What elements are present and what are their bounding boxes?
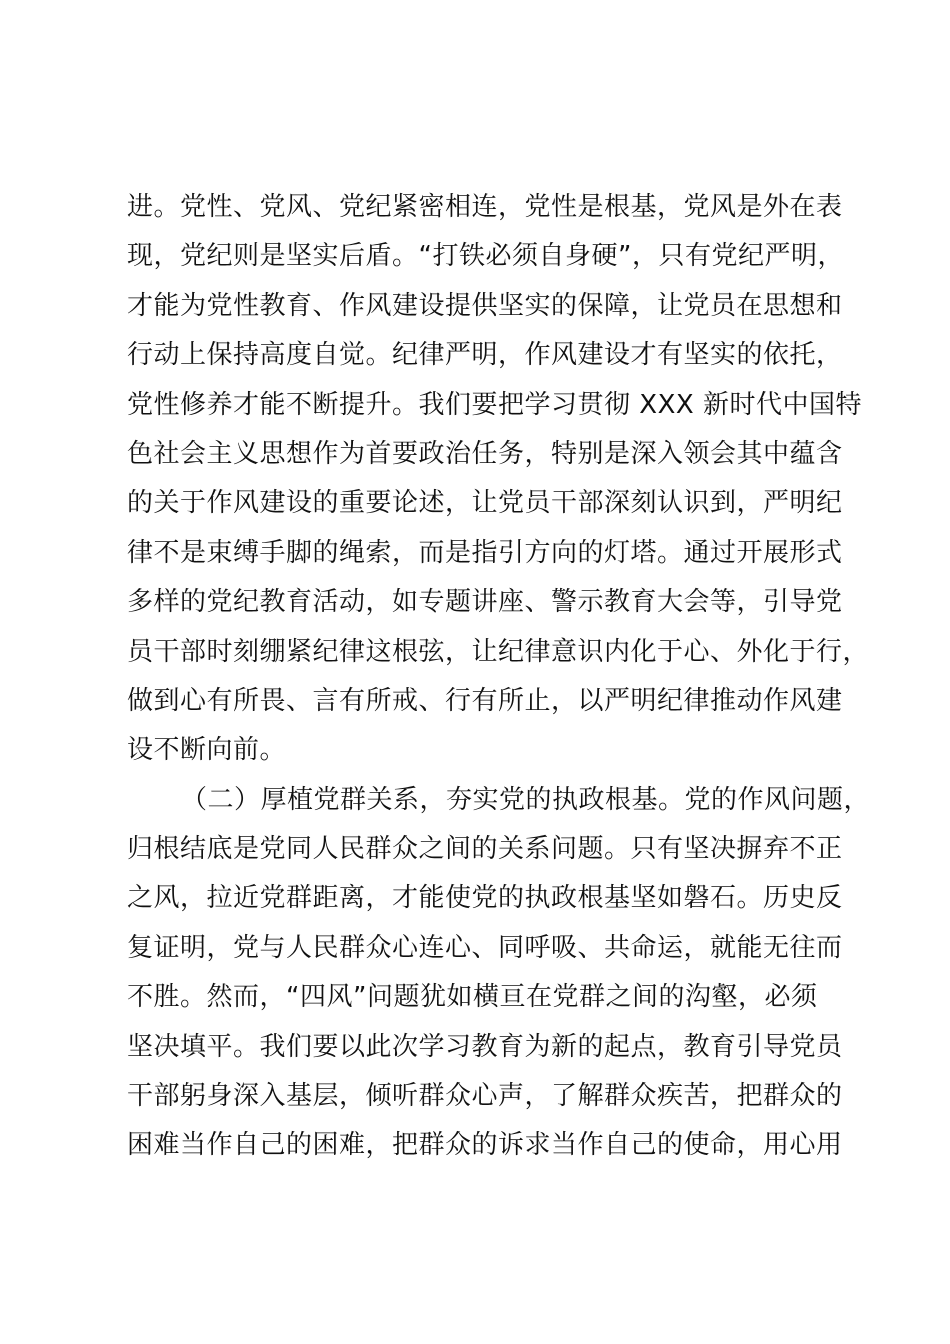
text-line: 复证明，党与人民群众心连心、同呼吸、共命运，就能无往而 <box>127 932 843 963</box>
text-line: 干部躬身深入基层，倾听群众心声，了解群众疾苦，把群众的 <box>127 1081 843 1112</box>
text-line: 现，党纪则是坚实后盾。“打铁必须自身硬”，只有党纪严明， <box>127 241 844 272</box>
text-line: 行动上保持高度自觉。纪律严明，作风建设才有坚实的依托， <box>127 340 843 371</box>
text-line: 多样的党纪教育活动，如专题讲座、警示教育大会等，引导党 <box>127 587 843 618</box>
text-line: 色社会主义思想作为首要政治任务，特别是深入领会其中蕴含 <box>127 438 843 469</box>
text-line: 的关于作风建设的重要论述，让党员干部深刻认识到，严明纪 <box>127 488 843 519</box>
text-line: 进。党性、党风、党纪紧密相连，党性是根基，党风是外在表 <box>127 192 843 222</box>
text-line: 坚决填平。我们要以此次学习教育为新的起点，教育引导党员 <box>127 1031 843 1062</box>
text-line: 归根结底是党同人民群众之间的关系问题。只有坚决摒弃不正 <box>127 834 843 865</box>
text-line: 之风，拉近党群距离，才能使党的执政根基坚如磐石。历史反 <box>127 883 843 914</box>
paragraph-section-two <box>127 776 871 1171</box>
text-line: 做到心有所畏、言有所戒、行有所止，以严明纪律推动作风建 <box>127 685 843 716</box>
section-heading-line: （二）厚植党群关系，夯实党的执政根基。党的作风问题， <box>181 784 871 815</box>
text-line: 困难当作自己的困难，把群众的诉求当作自己的使命，用心用 <box>127 1130 843 1161</box>
document-body <box>127 183 871 1171</box>
paragraph-continuation <box>127 183 870 776</box>
text-line: 不胜。然而，“四风”问题犹如横亘在党群之间的沟壑，必须 <box>127 982 818 1013</box>
text-line: 才能为党性教育、作风建设提供坚实的保障，让党员在思想和 <box>127 290 843 321</box>
text-line: 党性修养才能不断提升。我们要把学习贯彻 XXX 新时代中国特 <box>127 389 862 420</box>
text-line: 律不是束缚手脚的绳索，而是指引方向的灯塔。通过开展形式 <box>127 537 843 568</box>
text-line: 设不断向前。 <box>127 735 287 766</box>
text-line: 员干部时刻绷紧纪律这根弦，让纪律意识内化于心、外化于行， <box>127 636 870 667</box>
